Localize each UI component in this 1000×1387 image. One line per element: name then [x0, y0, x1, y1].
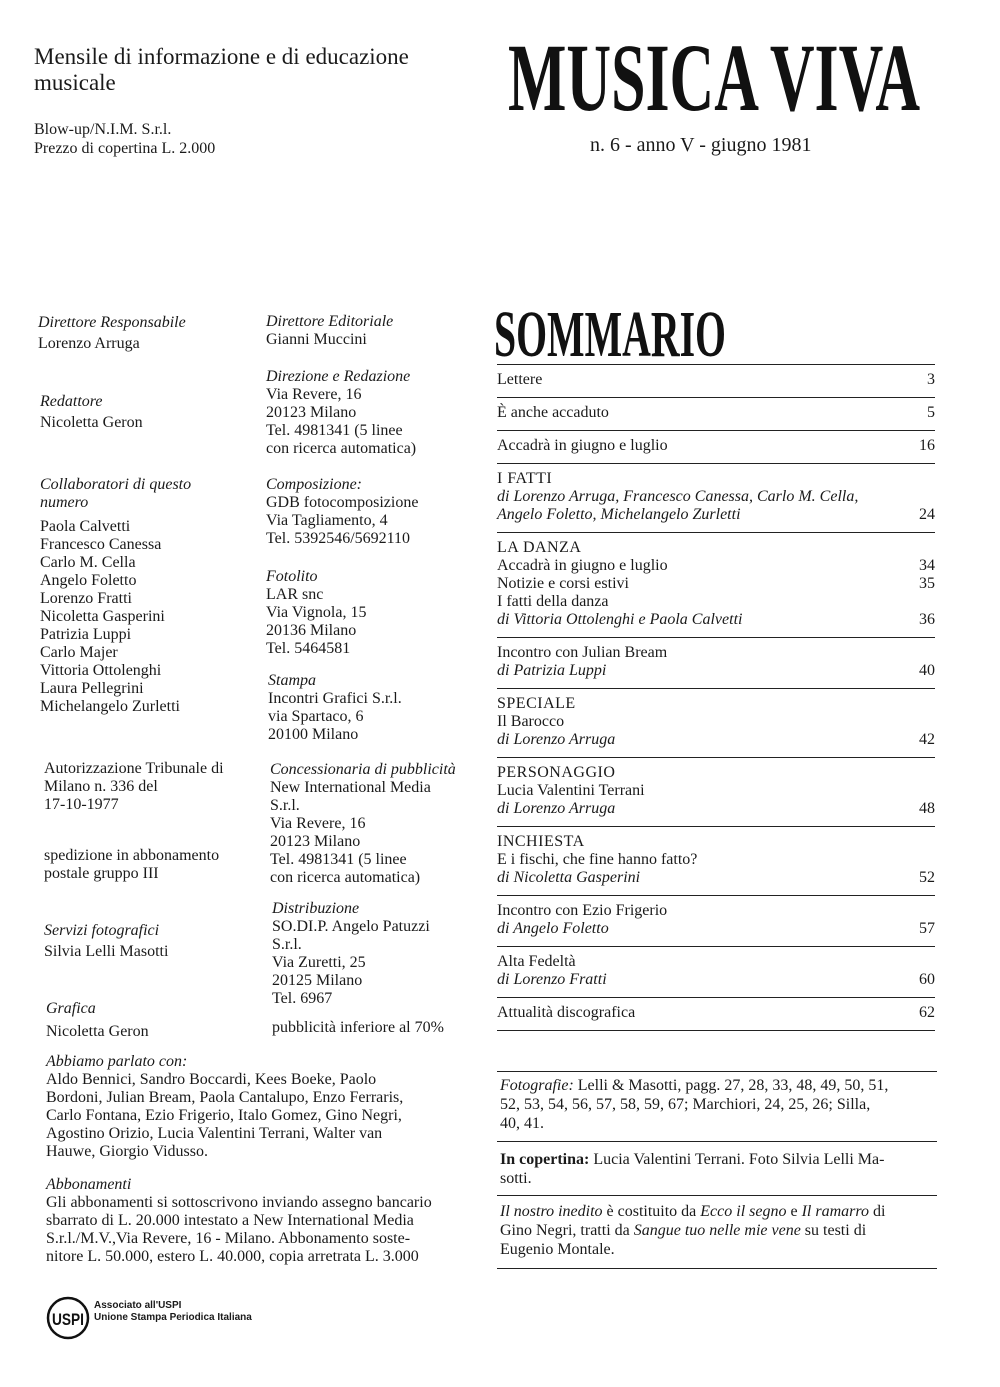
dir-ed-name: Gianni Muccini — [266, 331, 367, 348]
concessionaria-line: S.r.l. — [270, 797, 300, 814]
collab-label-2: numero — [40, 494, 89, 511]
toc-page-number — [895, 695, 935, 713]
inedito-note — [500, 1202, 936, 1259]
redazione-line: Via Revere, 16 — [266, 386, 362, 403]
publisher-info — [34, 120, 215, 158]
servizi-name: Silvia Lelli Masotti — [44, 943, 169, 960]
toc-page-number — [895, 713, 935, 731]
toc-row — [497, 371, 935, 389]
composizione-line: GDB fotocomposizione — [266, 494, 419, 511]
autorizzazione-block — [44, 760, 264, 814]
fotolito-line: 20136 Milano — [266, 622, 357, 639]
direttore-label: Direttore Responsabile — [38, 314, 186, 331]
toc-page-number: 24 — [919, 506, 935, 523]
distribuzione-line: Via Zuretti, 25 — [272, 954, 366, 971]
toc-row — [497, 953, 935, 971]
toc-title: LA DANZA — [497, 539, 582, 556]
toc-title: E i fischi, che fine hanno fatto? — [497, 851, 698, 868]
uspi-line: Associato all'USPI — [94, 1300, 182, 1311]
abbiamo-line: Hauwe, Giorgio Vidusso. — [46, 1143, 208, 1160]
toc-row — [497, 593, 935, 611]
toc-row — [497, 869, 935, 887]
toc-section — [497, 757, 935, 826]
table-of-contents — [497, 364, 935, 1031]
sommario-title — [494, 298, 754, 371]
divider — [497, 1195, 937, 1196]
fotolito-label: Fotolito — [266, 568, 318, 585]
toc-page-number — [895, 539, 935, 557]
masthead-text: MUSICA VIVA — [508, 24, 920, 131]
toc-row — [497, 644, 935, 662]
list-item: Paola Calvetti — [40, 518, 131, 535]
list-item: Vittoria Ottolenghi — [40, 662, 162, 679]
toc-page-number — [895, 851, 935, 869]
list-item: Nicoletta Gasperini — [40, 608, 165, 625]
toc-title: Angelo Foletto, Michelangelo Zurletti — [497, 506, 741, 523]
inedito-text: di — [869, 1203, 886, 1220]
toc-page-number — [895, 488, 935, 506]
composizione-block — [266, 476, 488, 548]
inedito-text: Eugenio Montale. — [500, 1241, 615, 1258]
toc-page-number: 34 — [919, 557, 935, 574]
abbonamenti-line: sbarrato di L. 20.000 intestato a New International Media — [46, 1212, 414, 1229]
toc-title: di Angelo Foletto — [497, 920, 609, 937]
divider — [497, 1071, 937, 1072]
fotolito-block — [266, 568, 488, 658]
autorizzazione-line: Milano n. 336 del — [44, 778, 158, 795]
list-item: Michelangelo Zurletti — [40, 698, 180, 715]
abbonamenti-label: Abbonamenti — [46, 1176, 132, 1193]
concessionaria-line: Via Revere, 16 — [270, 815, 366, 832]
toc-title: INCHIESTA — [497, 833, 585, 850]
toc-title: Incontro con Julian Bream — [497, 644, 668, 661]
pubblicita-note: pubblicità inferiore al 70% — [272, 1019, 444, 1036]
toc-page-number — [895, 764, 935, 782]
toc-page-number: 52 — [919, 869, 935, 886]
toc-title: Lucia Valentini Terrani — [497, 782, 645, 799]
divider — [497, 1268, 937, 1269]
toc-title: Lettere — [497, 371, 543, 388]
issue-number: n. 6 - anno V - giugno 1981 — [590, 134, 812, 156]
abbiamo-label: Abbiamo parlato con: — [46, 1053, 188, 1070]
masthead — [508, 24, 948, 134]
toc-section — [497, 430, 935, 463]
toc-title: di Vittoria Ottolenghi e Paola Calvetti — [497, 611, 743, 628]
toc-title: Notizie e corsi estivi — [497, 575, 629, 592]
fotografie-label: Fotografie: — [500, 1077, 574, 1094]
list-item: Laura Pellegrini — [40, 680, 144, 697]
abbonamenti-line: S.r.l./M.V.,Via Revere, 16 - Milano. Abbonamento soste- — [46, 1230, 411, 1247]
toc-title: Accadrà in giugno e luglio — [497, 437, 668, 454]
toc-row — [497, 902, 935, 920]
redazione-line: 20123 Milano — [266, 404, 357, 421]
stampa-line: via Spartaco, 6 — [268, 708, 364, 725]
list-item: Francesco Canessa — [40, 536, 162, 553]
toc-section — [497, 637, 935, 688]
toc-page-number: 5 — [927, 404, 935, 421]
distribuzione-line: SO.DI.P. Angelo Patuzzi — [272, 918, 430, 935]
toc-row — [497, 611, 935, 629]
stampa-block — [268, 672, 490, 744]
toc-page-number — [895, 782, 935, 800]
toc-row — [497, 764, 935, 782]
list-item: Carlo Majer — [40, 644, 118, 661]
concessionaria-block — [270, 761, 492, 887]
toc-row — [497, 851, 935, 869]
toc-page-number — [895, 470, 935, 488]
copertina-text: sotti. — [500, 1170, 532, 1187]
inedito-text: Il nostro inedito — [500, 1203, 603, 1220]
toc-row — [497, 731, 935, 749]
divider — [497, 1141, 937, 1142]
collab-label-1: Collaboratori di questo — [40, 476, 192, 493]
composizione-label: Composizione: — [266, 476, 362, 493]
toc-end-rule — [497, 1030, 935, 1031]
fotolito-line: LAR snc — [266, 586, 324, 603]
toc-section — [497, 463, 935, 532]
uspi-caption — [94, 1300, 252, 1324]
toc-page-number — [895, 593, 935, 611]
toc-row — [497, 470, 935, 488]
toc-title: Attualità discografica — [497, 1004, 636, 1021]
stampa-line: 20100 Milano — [268, 726, 359, 743]
concessionaria-label: Concessionaria di pubblicità — [270, 761, 456, 778]
toc-row — [497, 971, 935, 989]
concessionaria-line: New International Media — [270, 779, 431, 796]
fotografie-text: Lelli & Masotti, pagg. 27, 28, 33, 48, 49, 50, 51, — [573, 1077, 889, 1094]
abbiamo-line: Agostino Orizio, Lucia Valentini Terrani, Walter van — [46, 1125, 383, 1142]
toc-row — [497, 662, 935, 680]
list-item: Lorenzo Fratti — [40, 590, 132, 607]
abbonamenti-line: nitore L. 50.000, estero L. 40.000, copia arretrata L. 3.000 — [46, 1248, 419, 1265]
stampa-label: Stampa — [268, 672, 316, 689]
distribuzione-line: 20125 Milano — [272, 972, 363, 989]
toc-section — [497, 688, 935, 757]
toc-title: di Lorenzo Arruga — [497, 800, 616, 817]
abbiamo-block — [46, 1053, 486, 1161]
distribuzione-line: S.r.l. — [272, 936, 302, 953]
uspi-logo-text: USPI — [52, 1310, 84, 1329]
toc-page-number — [895, 833, 935, 851]
toc-row — [497, 782, 935, 800]
fotografie-text: 40, 41. — [500, 1115, 544, 1132]
toc-page-number: 48 — [919, 800, 935, 817]
spedizione-block — [44, 847, 264, 883]
redattore-label: Redattore — [40, 393, 103, 410]
toc-page-number — [895, 953, 935, 971]
toc-title: Accadrà in giugno e luglio — [497, 557, 668, 574]
redattore-block — [40, 393, 260, 432]
toc-title: Incontro con Ezio Frigerio — [497, 902, 668, 919]
toc-page-number: 3 — [927, 371, 935, 388]
tagline: Mensile di informazione e di educazione musicale — [34, 44, 409, 95]
abbonamenti-line: Gli abbonamenti si sottoscrivono inviando assegno bancario — [46, 1194, 432, 1211]
abbiamo-line: Bordoni, Julian Bream, Paola Cantalupo, Enzo Ferraris, — [46, 1089, 404, 1106]
redazione-label: Direzione e Redazione — [266, 368, 411, 385]
toc-title: di Nicoletta Gasperini — [497, 869, 641, 886]
toc-row — [497, 1004, 935, 1022]
grafica-block — [46, 1000, 266, 1041]
list-item: Carlo M. Cella — [40, 554, 136, 571]
toc-title: SPECIALE — [497, 695, 576, 712]
spedizione-line: postale gruppo III — [44, 865, 159, 882]
inedito-text: su testi di — [800, 1222, 867, 1239]
publisher: Blow-up/N.I.M. S.r.l. — [34, 121, 172, 138]
toc-row — [497, 575, 935, 593]
toc-title: di Patrizia Luppi — [497, 662, 607, 679]
autorizzazione-line: Autorizzazione Tribunale di — [44, 760, 224, 777]
toc-page-number: 40 — [919, 662, 935, 679]
abbiamo-line: Aldo Bennici, Sandro Boccardi, Kees Boeke, Paolo — [46, 1071, 377, 1088]
toc-title: di Lorenzo Arruga, Francesco Canessa, Carlo M. Cella, — [497, 488, 859, 505]
toc-section — [497, 397, 935, 430]
toc-row — [497, 713, 935, 731]
distribuzione-line: Tel. 6967 — [272, 990, 333, 1007]
inedito-text: Sangue tuo nelle mie vene — [633, 1222, 801, 1239]
toc-section — [497, 826, 935, 895]
toc-page-number: 36 — [919, 611, 935, 628]
composizione-line: Via Tagliamento, 4 — [266, 512, 388, 529]
distribuzione-label: Distribuzione — [272, 900, 360, 917]
inedito-text: è costituito da — [602, 1203, 701, 1220]
fotografie-text: 52, 53, 54, 56, 57, 58, 59, 67; Marchiori, 24, 25, 26; Silla, — [500, 1096, 871, 1113]
toc-row — [497, 506, 935, 524]
toc-title: I fatti della danza — [497, 593, 609, 610]
uspi-logo — [46, 1296, 90, 1340]
toc-row — [497, 404, 935, 422]
dir-ed-label: Direttore Editoriale — [266, 313, 394, 330]
servizi-label: Servizi fotografici — [44, 922, 160, 939]
toc-page-number: 62 — [919, 1004, 935, 1021]
list-item: Patrizia Luppi — [40, 626, 132, 643]
toc-section — [497, 895, 935, 946]
toc-page-number: 35 — [919, 575, 935, 592]
credits-mid — [266, 313, 488, 349]
concessionaria-line: 20123 Milano — [270, 833, 361, 850]
copertina-note — [500, 1150, 936, 1188]
toc-row — [497, 539, 935, 557]
copertina-label: In copertina: — [500, 1151, 590, 1168]
toc-title: Il Barocco — [497, 713, 565, 730]
toc-title: Alta Fedeltà — [497, 953, 576, 970]
toc-row — [497, 557, 935, 575]
toc-page-number: 42 — [919, 731, 935, 748]
toc-row — [497, 800, 935, 818]
toc-row — [497, 437, 935, 455]
fotografie-note — [500, 1076, 936, 1133]
toc-title: PERSONAGGIO — [497, 764, 616, 781]
toc-page-number — [895, 644, 935, 662]
collaboratori-list — [40, 518, 260, 716]
toc-page-number: 16 — [919, 437, 935, 454]
copertina-text: Lucia Valentini Terrani. Foto Silvia Lelli Ma- — [589, 1151, 885, 1168]
toc-title: di Lorenzo Fratti — [497, 971, 607, 988]
list-item: Angelo Foletto — [40, 572, 137, 589]
inedito-text: Gino Negri, tratti da — [500, 1222, 634, 1239]
credits-left — [38, 314, 258, 353]
spedizione-line: spedizione in abbonamento — [44, 847, 220, 864]
distribuzione-block — [272, 900, 494, 1008]
toc-section — [497, 532, 935, 637]
collaboratori-block — [40, 476, 260, 716]
direttore-name: Lorenzo Arruga — [38, 335, 140, 352]
toc-section — [497, 946, 935, 997]
toc-row — [497, 695, 935, 713]
fotolito-line: Tel. 5464581 — [266, 640, 351, 657]
concessionaria-line: Tel. 4981341 (5 linee — [270, 851, 407, 868]
composizione-line: Tel. 5392546/5692110 — [266, 530, 411, 547]
sommario-title-text: SOMMARIO — [494, 298, 726, 371]
toc-page-number — [895, 902, 935, 920]
grafica-name: Nicoletta Geron — [46, 1023, 149, 1040]
redazione-line: con ricerca automatica) — [266, 440, 417, 457]
toc-title: di Lorenzo Arruga — [497, 731, 616, 748]
abbonamenti-block — [46, 1176, 486, 1266]
redazione-line: Tel. 4981341 (5 linee — [266, 422, 403, 439]
toc-title: È anche accaduto — [497, 404, 609, 421]
fotolito-line: Via Vignola, 15 — [266, 604, 367, 621]
abbiamo-line: Carlo Fontana, Ezio Frigerio, Italo Gomez, Gino Negri, — [46, 1107, 402, 1124]
inedito-text: e — [786, 1203, 802, 1220]
inedito-text: Ecco il segno — [700, 1203, 787, 1220]
servizi-block — [44, 922, 264, 961]
stampa-line: Incontri Grafici S.r.l. — [268, 690, 402, 707]
toc-row — [497, 920, 935, 938]
uspi-line: Unione Stampa Periodica Italiana — [94, 1312, 252, 1323]
redazione-block — [266, 368, 488, 458]
redattore-name: Nicoletta Geron — [40, 414, 143, 431]
grafica-label: Grafica — [46, 1000, 96, 1017]
toc-row — [497, 488, 935, 506]
toc-page-number: 57 — [919, 920, 935, 937]
cover-price: Prezzo di copertina L. 2.000 — [34, 140, 216, 157]
concessionaria-line: con ricerca automatica) — [270, 869, 421, 886]
toc-section — [497, 997, 935, 1030]
toc-row — [497, 833, 935, 851]
autorizzazione-line: 17-10-1977 — [44, 796, 119, 813]
toc-title: I FATTI — [497, 470, 553, 487]
inedito-text: Il ramarro — [801, 1203, 870, 1220]
toc-section — [497, 364, 935, 397]
toc-page-number: 60 — [919, 971, 935, 988]
